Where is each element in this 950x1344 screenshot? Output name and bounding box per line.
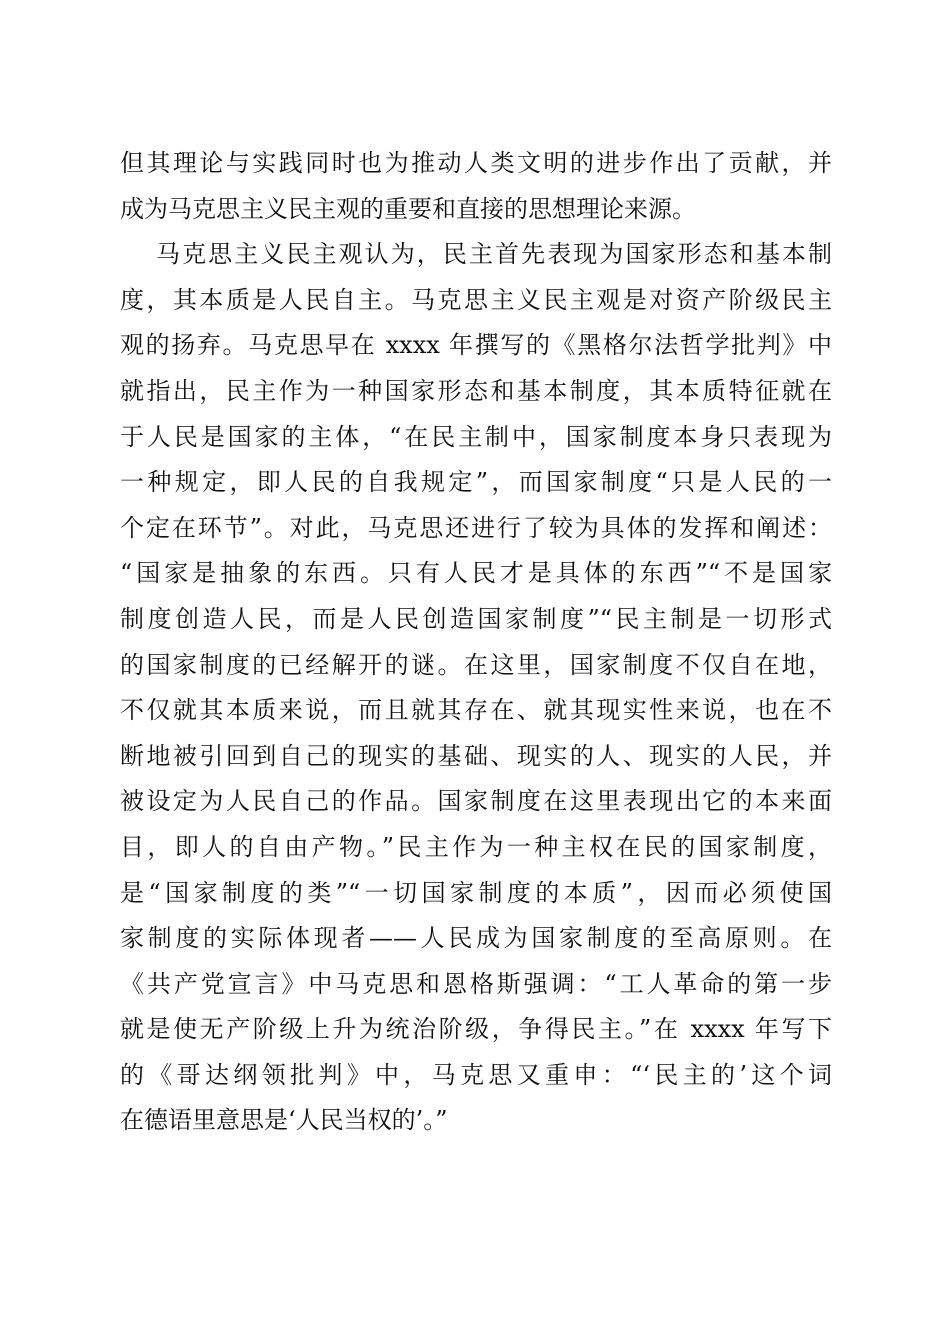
text-line: 的《哥达纲领批判》中，马克思又重申：“‘民主的’这个词 bbox=[120, 1060, 832, 1089]
text-line: 就是使无产阶级上升为统治阶级，争得民主。”在 xxxx 年写下 bbox=[120, 1015, 832, 1044]
text-line: 就指出，民主作为一种国家形态和基本制度，其本质特征就在 bbox=[120, 376, 832, 405]
text-line: 马克思主义民主观认为，民主首先表现为国家形态和基本制 bbox=[156, 240, 832, 269]
text-line: 目，即人的自由产物。”民主作为一种主权在民的国家制度， bbox=[120, 832, 832, 861]
text-line: 在德语里意思是‘人民当权的’。” bbox=[120, 1106, 448, 1135]
paragraph bbox=[120, 141, 832, 232]
text-line: 观的扬弃。马克思早在 xxxx 年撰写的《黑格尔法哲学批判》中 bbox=[120, 331, 832, 360]
text-line: 的国家制度的已经解开的谜。在这里，国家制度不仅自在地， bbox=[120, 650, 832, 679]
text-line: “国家是抽象的东西。只有人民才是具体的东西”“不是国家 bbox=[120, 559, 832, 588]
text-line: 于人民是国家的主体，“在民主制中，国家制度本身只表现为 bbox=[120, 422, 832, 451]
text-line: 个定在环节”。对此，马克思还进行了较为具体的发挥和阐述： bbox=[120, 513, 832, 542]
text-line: 被设定为人民自己的作品。国家制度在这里表现出它的本来面 bbox=[120, 787, 832, 816]
paragraph bbox=[120, 232, 832, 1144]
text-line: 一种规定，即人民的自我规定”，而国家制度“只是人民的一 bbox=[120, 468, 832, 497]
document-body bbox=[120, 141, 832, 1144]
text-line: 家制度的实际体现者——人民成为国家制度的至高原则。在 bbox=[120, 924, 832, 953]
text-line: 断地被引回到自己的现实的基础、现实的人、现实的人民，并 bbox=[120, 741, 832, 770]
text-line: 成为马克思主义民主观的重要和直接的思想理论来源。 bbox=[120, 194, 696, 223]
text-line: 《共产党宣言》中马克思和恩格斯强调：“工人革命的第一步 bbox=[120, 969, 832, 998]
text-line: 制度创造人民，而是人民创造国家制度”“民主制是一切形式 bbox=[120, 604, 832, 633]
text-line: 度，其本质是人民自主。马克思主义民主观是对资产阶级民主 bbox=[120, 285, 832, 314]
text-line: 但其理论与实践同时也为推动人类文明的进步作出了贡献，并 bbox=[120, 149, 832, 177]
text-line: 不仅就其本质来说，而且就其存在、就其现实性来说，也在不 bbox=[120, 696, 832, 725]
text-line: 是“国家制度的类”“一切国家制度的本质”，因而必须使国 bbox=[120, 878, 832, 907]
